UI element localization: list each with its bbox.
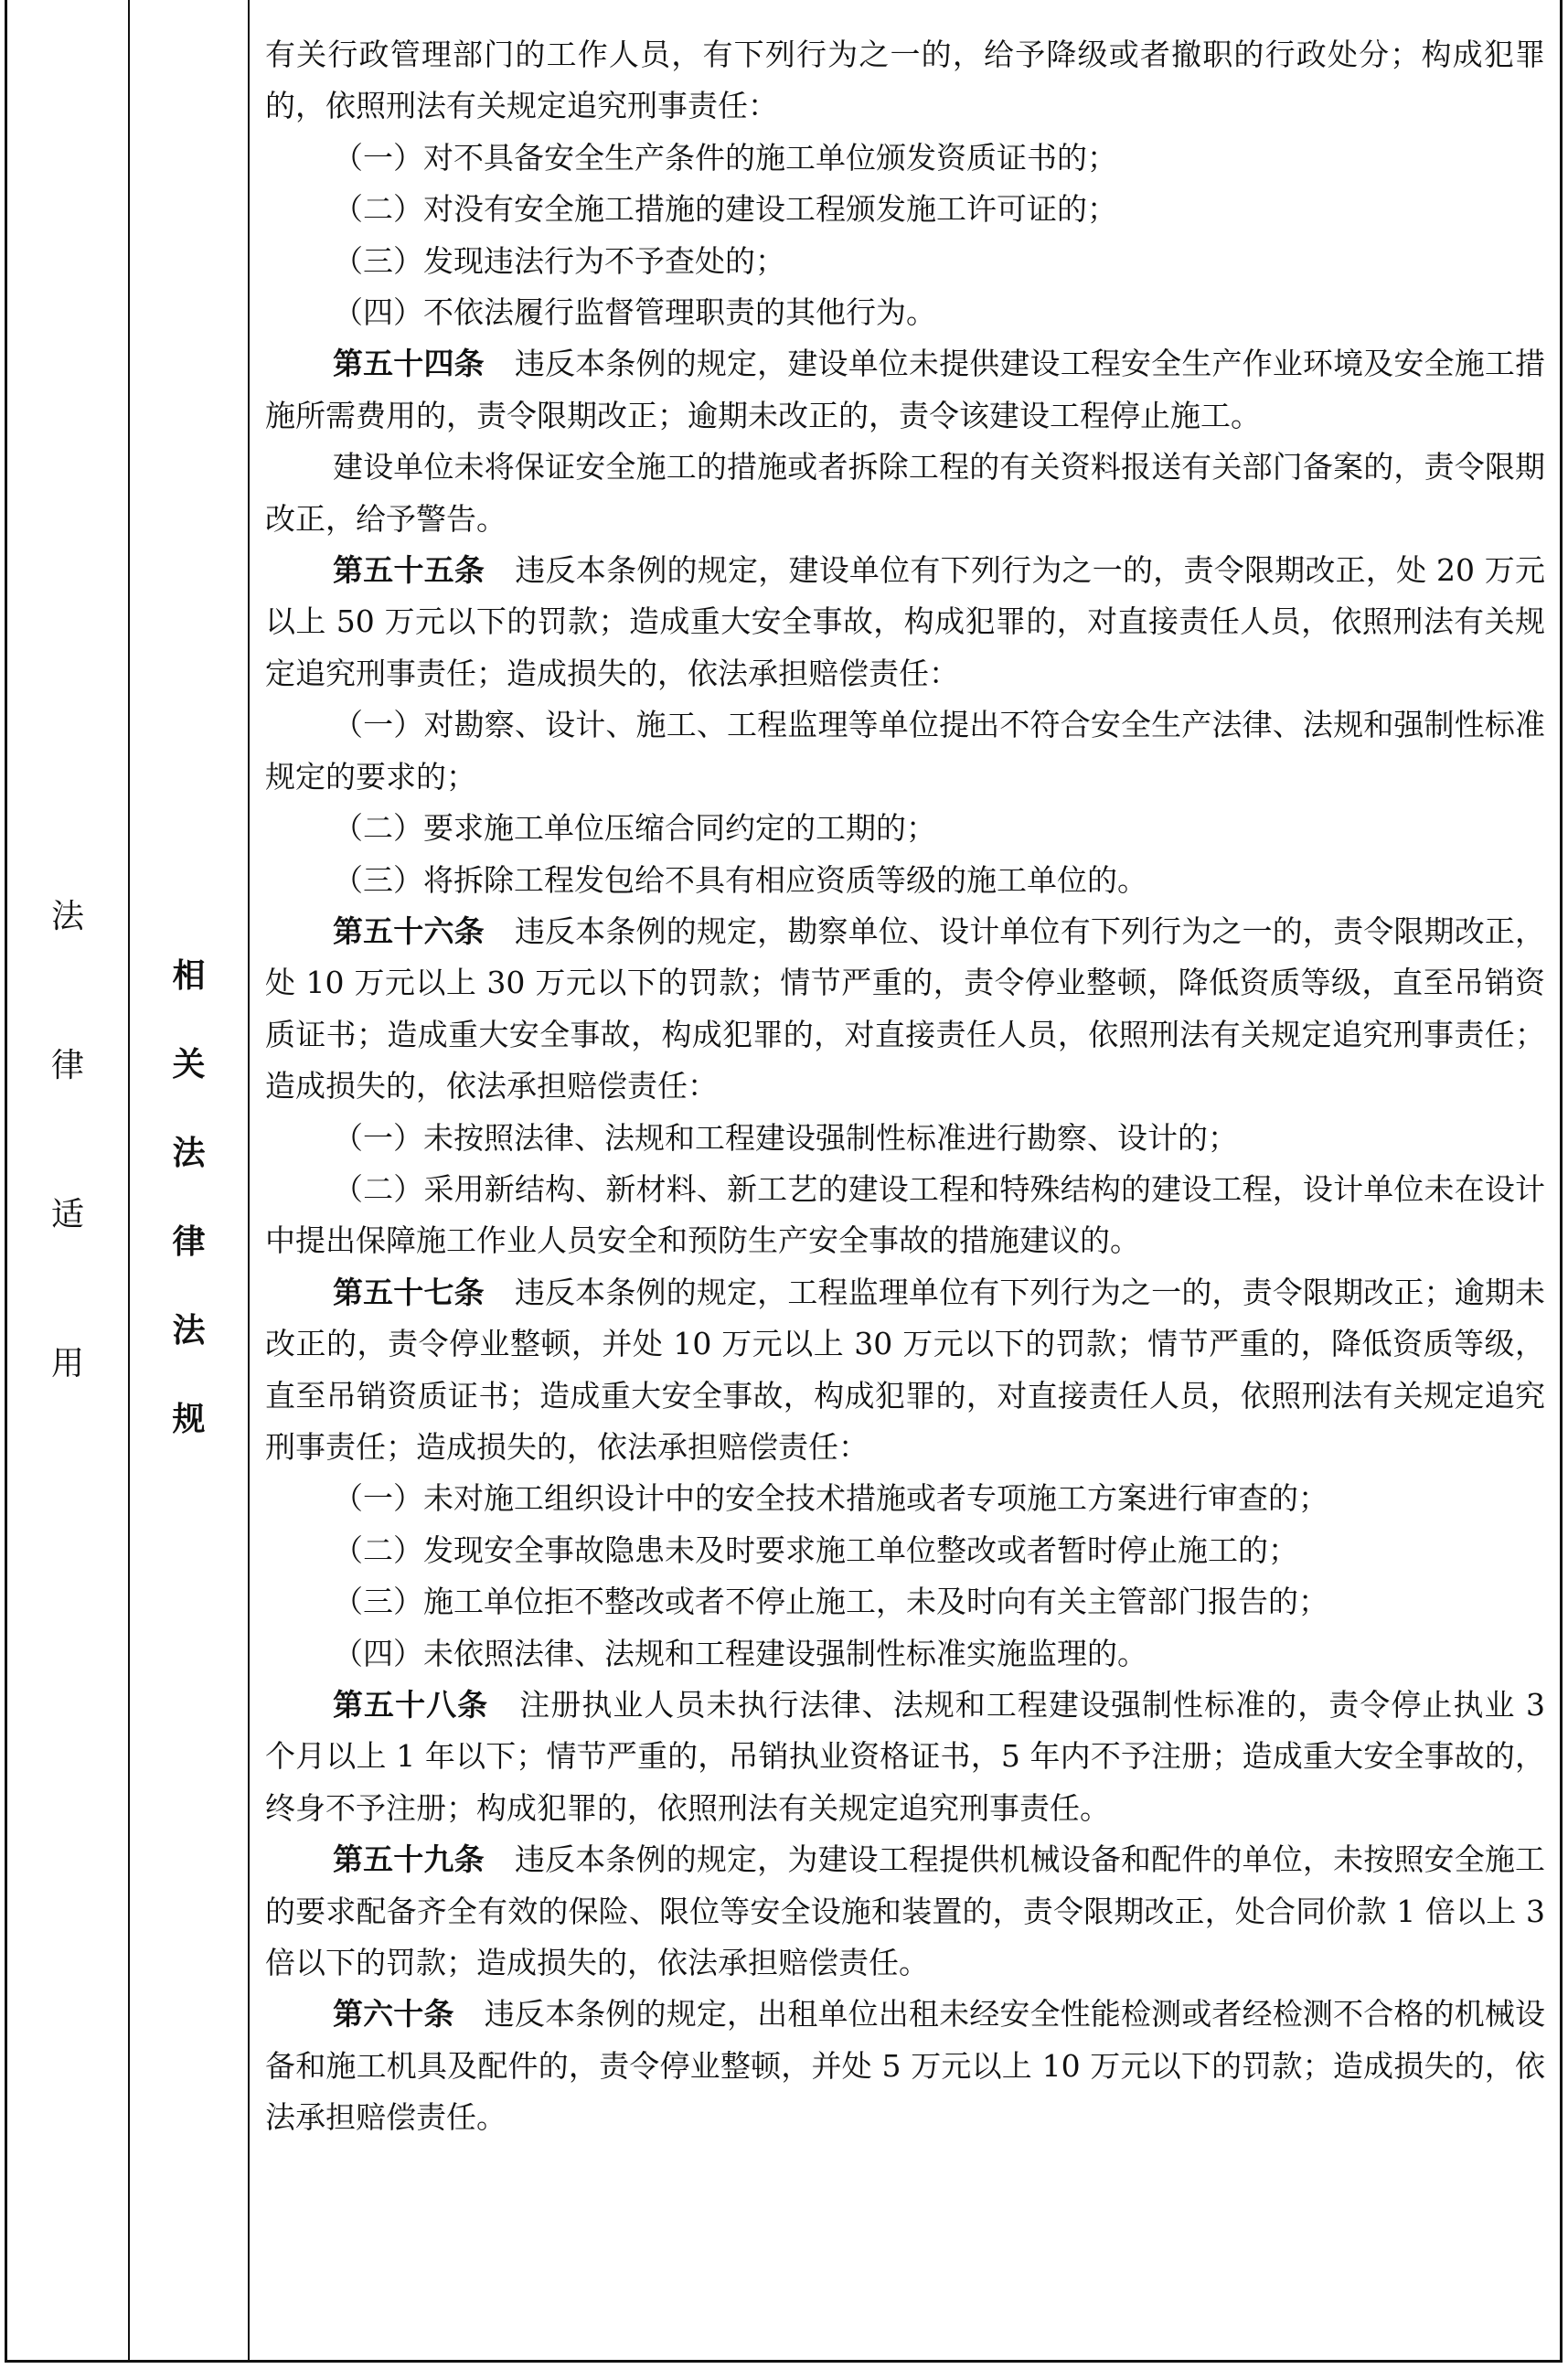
paragraph-text: 违反本条例的规定，为建设工程提供机械设备和配件的单位，未按照安全施工的要求配备齐全有效的保险、限位等安全设施和装置的，责令限期改正，处合同价款 1 倍以上 3 倍以下的罚款；造成损失的，依法承担赔偿责任。 [265,1841,1546,1981]
paragraph-text: 违反本条例的规定，工程监理单位有下列行为之一的，责令限期改正；逾期未改正的，责令停业整顿，并处 10 万元以上 30 万元以下的罚款；情节严重的，降低资质等级，直至吊销资质证书；造成重大安全事故，构成犯罪的，对直接责任人员，依照刑法有关规定追究刑事责任；造成损失的，依法承担赔偿责任： [265,1274,1546,1465]
article-paragraph [265,1267,1545,1474]
paragraph-text: （二）要求施工单位压缩合同约定的工期的； [333,810,936,847]
article-number: 第六十条 [333,1996,454,2033]
paragraph-text: （四）未依照法律、法规和工程建设强制性标准实施监理的。 [333,1635,1147,1671]
paragraph-text: （一）未对施工组织设计中的安全技术措施或者专项施工方案进行审查的； [333,1480,1328,1517]
article-paragraph [265,338,1545,442]
category-label [7,898,128,1382]
text-paragraph [265,236,1545,287]
paragraph-text: （一）未按照法律、法规和工程建设强制性标准进行勘察、设计的； [333,1119,1238,1156]
article-number: 第五十五条 [333,552,485,589]
paragraph-text: 违反本条例的规定，出租单位出租未经安全性能检测或者经检测不合格的机械设备和施工机具及配件的，责令停业整顿，并处 5 万元以上 10 万元以下的罚款；造成损失的，依法承担赔偿责任。 [265,1996,1546,2136]
paragraph-text: （二）发现安全事故隐患未及时要求施工单位整改或者暂时停止施工的； [333,1531,1298,1568]
article-number: 第五十四条 [333,346,485,382]
paragraph-text: （二）采用新结构、新材料、新工艺的建设工程和特殊结构的建设工程，设计单位未在设计中提出保障施工作业人员安全和预防生产安全事故的措施建议的。 [265,1170,1545,1259]
text-paragraph [265,287,1545,338]
article-paragraph [265,1680,1545,1834]
paragraph-text: （一）对勘察、设计、施工、工程监理等单位提出不符合安全生产法律、法规和强制性标准规定的要求的； [265,707,1545,795]
article-paragraph [265,1834,1545,1989]
paragraph-text: 建设单位未将保证安全施工的措施或者拆除工程的有关资料报送有关部门备案的，责令限期改正，给予警告。 [265,449,1545,537]
subcategory-char: 规 [172,1401,206,1438]
paragraph-text: （三）发现违法行为不予查处的； [333,242,785,279]
subcategory-char: 法 [172,1312,206,1350]
subcategory-column [130,0,250,2360]
regulation-table [5,0,1563,2363]
article-paragraph [265,1989,1545,2143]
paragraph-text: 违反本条例的规定，建设单位有下列行为之一的，责令限期改正，处 20 万元以上 50 万元以下的罚款；造成重大安全事故，构成犯罪的，对直接责任人员，依照刑法有关规定追究刑事责任；造成损失的，依法承担赔偿责任： [265,552,1545,691]
text-paragraph [265,1164,1545,1267]
paragraph-text: 违反本条例的规定，勘察单位、设计单位有下列行为之一的，责令限期改正，处 10 万元以上 30 万元以下的罚款；情节严重的，责令停业整顿，降低资质等级，直至吊销资质证书；造成重大安全事故，构成犯罪的，对直接责任人员，依照刑法有关规定追究刑事责任；造成损失的，依法承担赔偿责任： [265,912,1546,1104]
text-paragraph [265,1628,1545,1680]
subcategory-char: 法 [172,1135,206,1172]
text-paragraph [265,29,1545,133]
article-paragraph [265,906,1545,1113]
paragraph-text: （三）将拆除工程发包给不具有相应资质等级的施工单位的。 [333,861,1147,898]
article-paragraph [265,545,1545,699]
text-paragraph [265,1576,1545,1627]
paragraph-text: 注册执业人员未执行法律、法规和工程建设强制性标准的，责令停止执业 3 个月以上 1 年以下；情节严重的，吊销执业资格证书，5 年内不予注册；造成重大安全事故的，终身不予注册；构成犯罪的，依照刑法有关规定追究刑事责任。 [265,1687,1546,1826]
paragraph-text: （四）不依法履行监督管理职责的其他行为。 [333,294,936,331]
text-paragraph [265,699,1545,803]
category-char: 适 [50,1196,84,1233]
subcategory-label [130,957,248,1438]
paragraph-text: （一）对不具备安全生产条件的施工单位颁发资质证书的； [333,139,1117,176]
text-paragraph [265,442,1545,545]
category-column [7,0,130,2360]
category-char: 用 [50,1345,84,1382]
paragraph-text: 违反本条例的规定，建设单位未提供建设工程安全生产作业环境及安全施工措施所需费用的，责令限期改正；逾期未改正的，责令该建设工程停止施工。 [265,346,1546,433]
paragraph-text: （三）施工单位拒不整改或者不停止施工，未及时向有关主管部门报告的； [333,1584,1328,1620]
article-number: 第五十六条 [333,912,485,949]
article-number: 第五十七条 [333,1274,485,1310]
text-paragraph [265,1525,1545,1576]
paragraph-text: （二）对没有安全施工措施的建设工程颁发施工许可证的； [333,191,1117,228]
article-number: 第五十八条 [333,1687,489,1723]
text-paragraph [265,1473,1545,1524]
subcategory-char: 相 [172,957,206,995]
category-char: 法 [50,898,84,935]
text-paragraph [265,1113,1545,1164]
article-number: 第五十九条 [333,1841,485,1878]
category-char: 律 [50,1047,84,1084]
subcategory-char: 关 [172,1046,206,1083]
subcategory-char: 律 [172,1223,206,1261]
regulation-text [265,29,1545,2144]
text-paragraph [265,184,1545,235]
paragraph-text: 有关行政管理部门的工作人员，有下列行为之一的，给予降级或者撤职的行政处分；构成犯罪的，依照刑法有关规定追究刑事责任： [265,37,1545,124]
text-paragraph [265,855,1545,906]
text-paragraph [265,133,1545,184]
text-paragraph [265,803,1545,854]
